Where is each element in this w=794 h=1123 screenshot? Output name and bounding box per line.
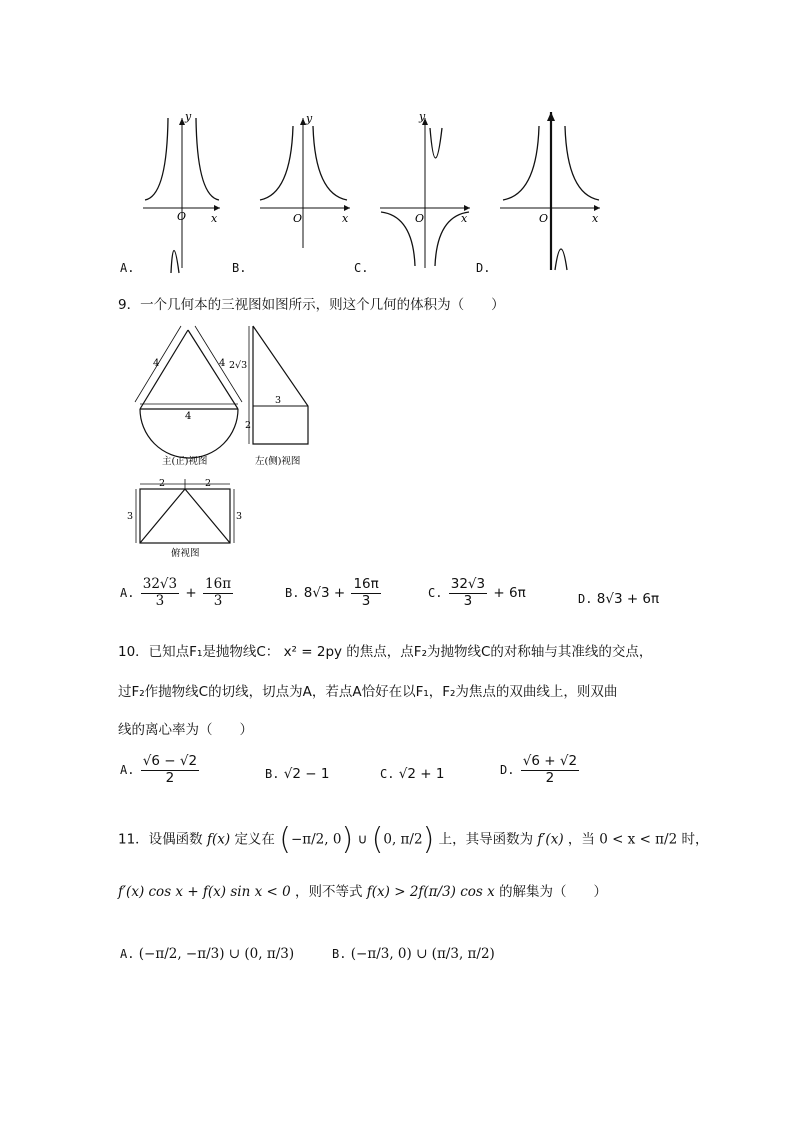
front-base-label: 4 (185, 411, 192, 422)
q8-option-b: B. (232, 261, 247, 275)
q11-option-b: B. (−π/3, 0) ∪ (π/3, π/2) (332, 946, 495, 962)
graph-b (260, 112, 350, 248)
q10-line1: 10．已知点F₁是抛物线C： x² = 2py 的焦点，点F₂为抛物线C的对称轴与其准线的交点， (118, 644, 653, 660)
graph-b-y-label: y (306, 112, 313, 125)
q10-option-d: D. $\frac{√6 + √2}{2}$ (500, 753, 578, 786)
top-width-right-label: 2 (205, 478, 212, 489)
graph-a-x-label: x (211, 212, 218, 225)
graph-b-origin-label: O (293, 212, 303, 225)
q8-option-a: A. (120, 261, 135, 275)
top-height-right-label: 3 (236, 511, 243, 522)
graph-a (143, 110, 220, 273)
graph-c-origin-label: O (415, 212, 425, 225)
graph-c-y-label: y (419, 110, 426, 123)
side-height-top-label: 2√3 (229, 360, 248, 371)
front-view-label: 主(正)视图 (162, 456, 208, 467)
graph-c (380, 110, 470, 268)
q9-stem: 9．一个几何本的三视图如图所示，则这个几何的体积为（ ） (118, 297, 505, 313)
top-view-label: 俯视图 (171, 548, 200, 559)
q9-option-a: A. $\frac{32√3}{3}$ + $\frac{16\pi}{3}$ (120, 576, 232, 609)
q8-graphs (115, 108, 615, 278)
q11-line1: 11．设偶函数 f(x) 定义在 (−π/2, 0) ∪ (0, π/2) 上，其导函数为 f′(x) ，当 0 < x < π/2 时， (118, 822, 709, 857)
side-height-bottom-label: 2 (245, 420, 252, 431)
front-view (135, 326, 242, 467)
graph-d-origin-label: O (539, 212, 549, 225)
q8-option-c: C. (354, 261, 369, 275)
q9-option-c: C. $\frac{32√3}{3}$ + 6π (428, 576, 526, 609)
q10-option-c: C. √2 + 1 (380, 766, 445, 782)
q11-option-a: A. (−π/2, −π/3) ∪ (0, π/3) (120, 946, 295, 962)
q10-option-a: A. $\frac{√6 - √2}{2}$ (120, 753, 198, 786)
q9-three-views (125, 322, 325, 560)
front-side-right-label: 4 (219, 358, 226, 369)
q9-option-d: D. 8√3 + 6π (578, 591, 660, 607)
q8-option-d: D. (476, 261, 491, 275)
graph-b-x-label: x (342, 212, 349, 225)
graph-d-x-label: x (592, 212, 599, 225)
q11-line2: f′(x) cos x + f(x) sin x < 0 ，则不等式 f(x) > 2f(π/3) cos x 的解集为（ ） (118, 884, 608, 900)
front-side-left-label: 4 (153, 358, 160, 369)
graph-a-origin-label: O (177, 210, 187, 223)
graph-a-y-label: y (185, 110, 192, 123)
q10-line3: 线的离心率为（ ） (118, 722, 253, 738)
side-view (229, 326, 308, 467)
q10-option-b: B. √2 − 1 (265, 766, 330, 782)
side-width-label: 3 (275, 395, 282, 406)
q9-option-b: B. 8√3 + $\frac{16\pi}{3}$ (285, 576, 379, 609)
graph-c-x-label: x (461, 212, 468, 225)
q10-line2: 过F₂作抛物线C的切线，切点为A，若点A恰好在以F₁，F₂为焦点的双曲线上，则双曲 (118, 684, 618, 700)
top-view (127, 478, 242, 559)
graph-d (500, 112, 600, 270)
top-width-left-label: 2 (159, 478, 166, 489)
top-height-left-label: 3 (127, 511, 134, 522)
side-view-label: 左(侧)视图 (255, 456, 301, 467)
